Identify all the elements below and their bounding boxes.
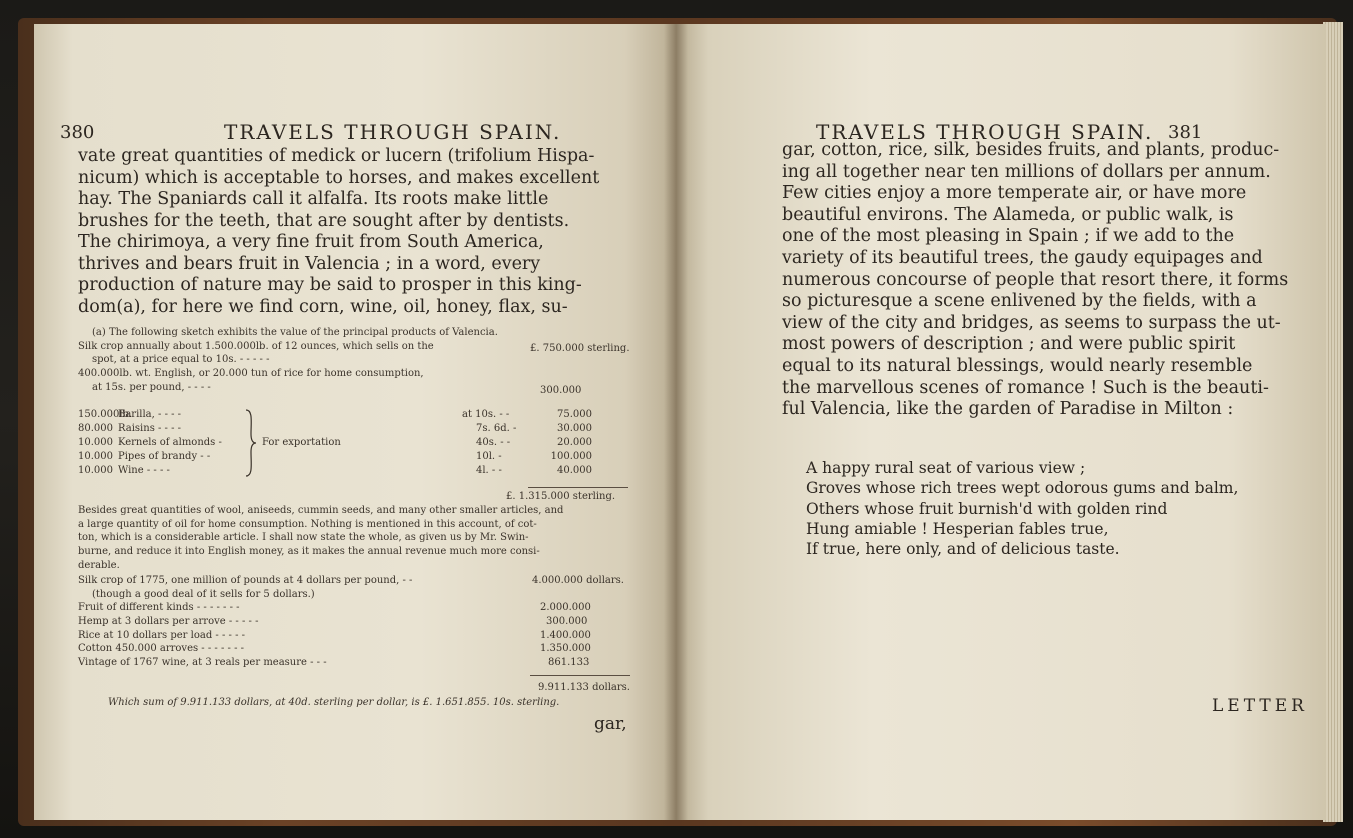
book-gutter: [664, 24, 688, 820]
export-item: Barilla, - - - -: [118, 409, 182, 420]
right-running-head-title: TRAVELS THROUGH SPAIN.: [816, 120, 1154, 144]
body-line: gar, cotton, rice, silk, besides fruits, and plants, produc-: [782, 140, 1280, 160]
body-line: ful Valencia, like the garden of Paradise in Milton :: [782, 399, 1234, 420]
export-rate: 7s. 6d. -: [476, 423, 517, 434]
body-line: most powers of description ; and were public spirit: [782, 334, 1236, 355]
export-value: 40.000: [557, 465, 592, 476]
exports-label: For exportation: [262, 437, 341, 448]
export-rate: 40s. - -: [476, 437, 511, 448]
left-page: [34, 24, 676, 820]
export-value: 30.000: [557, 423, 592, 434]
left-page-number: 380: [60, 122, 95, 143]
poem-line: Groves whose rich trees wept odorous gums and balm,: [806, 479, 1239, 498]
footnote-intro: (a) The following sketch exhibits the value of the principal products of Valencia.: [92, 327, 498, 338]
right-catchword: LETTER: [1212, 696, 1308, 716]
export-item: Kernels of almonds -: [118, 437, 222, 448]
body-line: view of the city and bridges, as seems to surpass the ut-: [782, 312, 1281, 333]
export-item: Wine - - - -: [118, 465, 170, 476]
dollar-total-rule: [530, 675, 630, 676]
exports-table: [78, 408, 618, 480]
body-line: variety of its beautiful trees, the gaudy equipages and: [782, 247, 1263, 268]
export-qty: 150.000lb.: [78, 409, 133, 420]
poem-line: Others whose fruit burnish'd with golden rind: [806, 499, 1168, 518]
body-line: nicum) which is acceptable to horses, and makes excellent: [78, 167, 600, 188]
dollar-item-value: 300.000: [546, 616, 588, 628]
rice-value: 300.000: [540, 385, 582, 396]
rice-line-2: at 15s. per pound, - - - -: [92, 381, 211, 393]
export-item: Pipes of brandy - -: [118, 451, 211, 462]
silk-line-1: Silk crop annually about 1.500.000lb. of 12 ounces, which sells on the: [78, 340, 434, 352]
export-rate: 4l. - -: [476, 465, 502, 476]
dollar-item-label: Silk crop of 1775, one million of pounds at 4 dollars per pound, - -: [78, 575, 413, 586]
dollar-item-value: 861.133: [548, 657, 590, 669]
dollar-item-label: Rice at 10 dollars per load - - - - -: [78, 629, 246, 641]
export-qty: 10.000: [78, 451, 113, 462]
total-rule: [528, 487, 628, 488]
silk-line-2: spot, at a price equal to 10s. - - - - -: [92, 354, 270, 366]
body-line: so picturesque a scene enlivened by the fields, with a: [782, 291, 1257, 312]
export-value: 20.000: [557, 437, 592, 448]
left-running-head: [60, 120, 562, 144]
footnote: [78, 326, 638, 736]
dollar-item-label: Fruit of different kinds - - - - - - -: [78, 602, 240, 614]
dollar-item-label: Cotton 450.000 arroves - - - - - - -: [78, 643, 245, 655]
export-qty: 80.000: [78, 423, 113, 434]
footnote-conclusion: Which sum of 9.911.133 dollars, at 40d. sterling per dollar, is £. 1.651.855. 10s. sterling.: [108, 697, 560, 708]
left-catchword: gar,: [594, 714, 627, 734]
besides-line: a large quantity of oil for home consumption. Nothing is mentioned in this account, of cot-: [78, 518, 537, 530]
silk-value: £. 750.000 sterling.: [530, 343, 630, 354]
dollar-item-value: 1.350.000: [540, 643, 591, 655]
export-rate: 10l. -: [476, 451, 502, 462]
dollar-item-label: (though a good deal of it sells for 5 dollars.): [92, 588, 315, 600]
body-line: numerous concourse of people that resort there, it forms: [782, 269, 1289, 290]
export-value: 100.000: [550, 451, 592, 462]
poem-line: Hung amiable ! Hesperian fables true,: [806, 519, 1109, 538]
left-body-text: [78, 146, 616, 318]
dollar-total: 9.911.133 dollars.: [538, 682, 630, 693]
poem-line: A happy rural seat of various view ;: [806, 459, 1086, 477]
besides-line: ton, which is a considerable article. I shall now state the whole, as given us by Mr. Swin-: [78, 532, 529, 544]
right-page: [676, 24, 1326, 820]
poem-line: If true, here only, and of delicious taste.: [806, 540, 1120, 559]
exports-brace: [244, 408, 258, 478]
dollar-item-value: 2.000.000: [540, 602, 591, 614]
export-item: Raisins - - - -: [118, 423, 182, 434]
body-line: thrives and bears fruit in Valencia ; in a word, every: [78, 253, 541, 274]
body-line: the marvellous scenes of romance ! Such is the beauti-: [782, 377, 1269, 398]
body-line: brushes for the teeth, that are sought after by dentists.: [78, 210, 570, 231]
dollar-item-label: Hemp at 3 dollars per arrove - - - - -: [78, 616, 259, 628]
dollar-item-value: 1.400.000: [540, 629, 591, 641]
body-line: one of the most pleasing in Spain ; if we add to the: [782, 226, 1235, 247]
left-running-head-title: TRAVELS THROUGH SPAIN.: [224, 120, 562, 144]
export-value: 75.000: [557, 409, 592, 420]
export-qty: 10.000: [78, 465, 113, 476]
dollar-item-label: Vintage of 1767 wine, at 3 reals per measure - - -: [78, 657, 327, 669]
body-line: Few cities enjoy a more temperate air, or have more: [782, 183, 1247, 204]
right-page-number: 381: [1168, 122, 1203, 143]
body-line: production of nature may be said to prosper in this king-: [78, 275, 582, 295]
right-body-text: [782, 140, 1296, 421]
body-line: dom(a), for here we find corn, wine, oil, honey, flax, su-: [78, 296, 568, 317]
rice-line-1: 400.000lb. wt. English, or 20.000 tun of rice for home consumption,: [78, 368, 424, 380]
besides-line: Besides great quantities of wool, aniseeds, cummin seeds, and many other smaller articles, and: [78, 505, 564, 516]
export-qty: 10.000: [78, 437, 113, 448]
besides-line: burne, and reduce it into English money, as it makes the annual revenue much more consi-: [78, 546, 540, 558]
body-line: ing all together near ten millions of dollars per annum.: [782, 161, 1271, 182]
dollar-table: [78, 574, 634, 670]
body-line: hay. The Spaniards call it alfalfa. Its roots make little: [78, 189, 549, 209]
body-line: vate great quantities of medick or lucern (trifolium Hispa-: [78, 146, 595, 166]
body-line: The chirimoya, a very fine fruit from South America,: [78, 232, 544, 252]
besides-line: derable.: [78, 559, 120, 571]
exports-total: £. 1.315.000 sterling.: [506, 491, 616, 502]
page-edges: [1323, 22, 1343, 822]
besides-paragraph: [78, 504, 634, 572]
body-line: equal to its natural blessings, would nearly resemble: [782, 355, 1253, 376]
dollar-item-value: 4.000.000 dollars.: [532, 575, 624, 586]
body-line: beautiful environs. The Alameda, or public walk, is: [782, 204, 1234, 225]
export-rate: at 10s. - -: [462, 409, 510, 420]
milton-quotation: [806, 458, 1238, 559]
